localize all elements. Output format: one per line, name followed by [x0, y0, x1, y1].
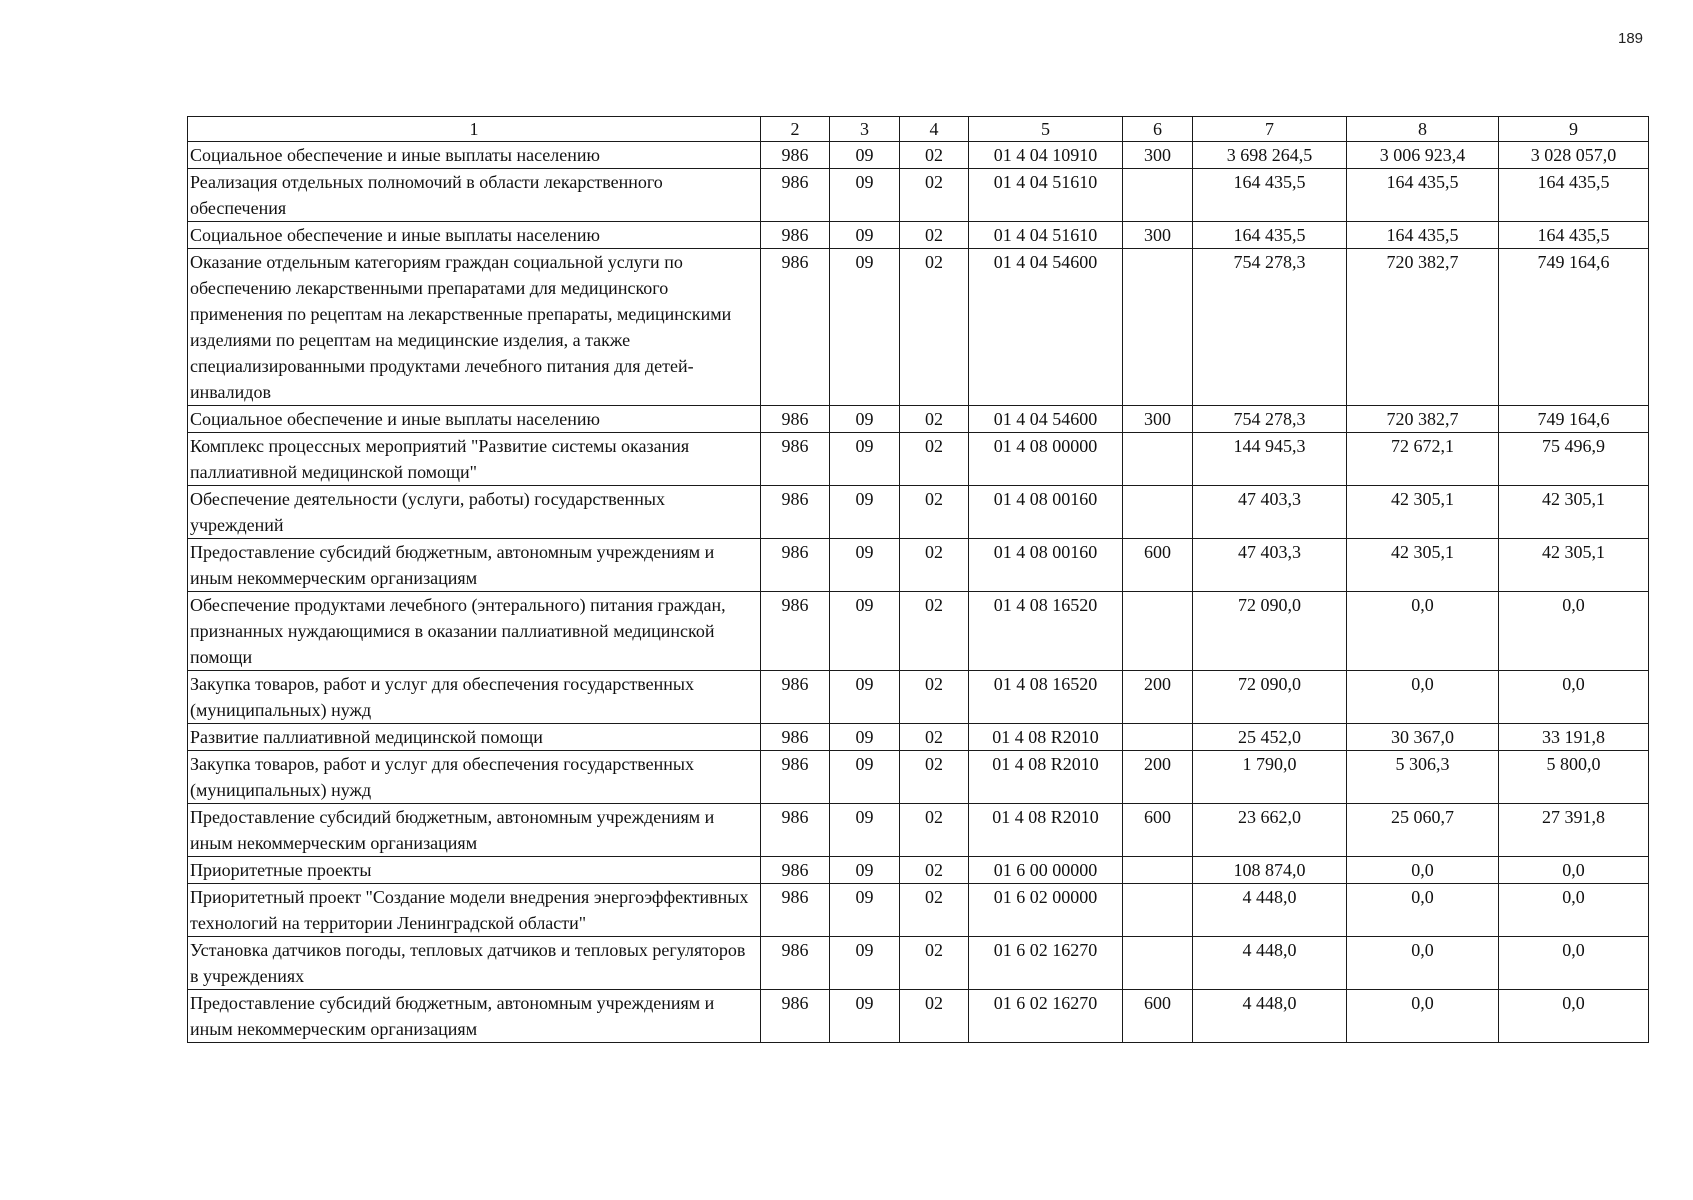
amount-year-3-cell: 749 164,6 — [1499, 406, 1649, 433]
amount-year-3-cell: 5 800,0 — [1499, 751, 1649, 804]
subsection-cell: 02 — [900, 539, 969, 592]
row-description-cell: Закупка товаров, работ и услуг для обеспечения государственных (муниципальных) нужд — [188, 751, 761, 804]
table-row — [188, 142, 1649, 169]
column-number-cell: 8 — [1347, 117, 1499, 142]
section-cell: 09 — [830, 804, 900, 857]
column-number-cell: 5 — [969, 117, 1123, 142]
target-article-cell: 01 4 08 R2010 — [969, 724, 1123, 751]
amount-year-2-cell: 25 060,7 — [1347, 804, 1499, 857]
column-number-cell: 3 — [830, 117, 900, 142]
admin-code-cell: 986 — [761, 142, 830, 169]
amount-year-2-cell: 42 305,1 — [1347, 486, 1499, 539]
target-article-cell: 01 6 00 00000 — [969, 857, 1123, 884]
subsection-cell: 02 — [900, 406, 969, 433]
amount-year-3-cell: 0,0 — [1499, 592, 1649, 671]
amount-year-2-cell: 0,0 — [1347, 671, 1499, 724]
section-cell: 09 — [830, 249, 900, 406]
amount-year-3-cell: 0,0 — [1499, 857, 1649, 884]
target-article-cell: 01 4 08 00160 — [969, 539, 1123, 592]
amount-year-2-cell: 720 382,7 — [1347, 249, 1499, 406]
amount-year-1-cell: 164 435,5 — [1193, 169, 1347, 222]
expense-type-cell — [1123, 433, 1193, 486]
amount-year-2-cell: 0,0 — [1347, 990, 1499, 1043]
amount-year-3-cell: 0,0 — [1499, 671, 1649, 724]
subsection-cell: 02 — [900, 249, 969, 406]
expense-type-cell: 600 — [1123, 804, 1193, 857]
table-row — [188, 804, 1649, 857]
amount-year-2-cell: 720 382,7 — [1347, 406, 1499, 433]
expense-type-cell — [1123, 592, 1193, 671]
section-cell: 09 — [830, 433, 900, 486]
row-description-cell: Оказание отдельным категориям граждан социальной услуги по обеспечению лекарственными препаратами для медицинского применения по рецептам на лекарственные препараты, медицинскими изделиями по рецептам на медицинские изделия, а также специализированными продуктами лечебного питания для детей-инвалидов — [188, 249, 761, 406]
admin-code-cell: 986 — [761, 406, 830, 433]
column-number-cell: 2 — [761, 117, 830, 142]
target-article-cell: 01 4 08 00000 — [969, 433, 1123, 486]
amount-year-2-cell: 3 006 923,4 — [1347, 142, 1499, 169]
section-cell: 09 — [830, 222, 900, 249]
target-article-cell: 01 4 04 54600 — [969, 406, 1123, 433]
table-row — [188, 990, 1649, 1043]
expense-type-cell — [1123, 857, 1193, 884]
amount-year-1-cell: 25 452,0 — [1193, 724, 1347, 751]
amount-year-2-cell: 0,0 — [1347, 884, 1499, 937]
subsection-cell: 02 — [900, 724, 969, 751]
row-description-cell: Закупка товаров, работ и услуг для обеспечения государственных (муниципальных) нужд — [188, 671, 761, 724]
amount-year-3-cell: 164 435,5 — [1499, 169, 1649, 222]
section-cell: 09 — [830, 592, 900, 671]
row-description-cell: Установка датчиков погоды, тепловых датчиков и тепловых регуляторов в учреждениях — [188, 937, 761, 990]
table-row — [188, 937, 1649, 990]
column-number-cell: 1 — [188, 117, 761, 142]
expense-type-cell — [1123, 486, 1193, 539]
amount-year-3-cell: 749 164,6 — [1499, 249, 1649, 406]
table-row — [188, 406, 1649, 433]
admin-code-cell: 986 — [761, 724, 830, 751]
expense-type-cell: 600 — [1123, 539, 1193, 592]
subsection-cell: 02 — [900, 804, 969, 857]
amount-year-2-cell: 42 305,1 — [1347, 539, 1499, 592]
amount-year-3-cell: 33 191,8 — [1499, 724, 1649, 751]
amount-year-1-cell: 47 403,3 — [1193, 486, 1347, 539]
table-row — [188, 751, 1649, 804]
table-row — [188, 169, 1649, 222]
amount-year-2-cell: 0,0 — [1347, 857, 1499, 884]
amount-year-1-cell: 47 403,3 — [1193, 539, 1347, 592]
admin-code-cell: 986 — [761, 751, 830, 804]
amount-year-1-cell: 23 662,0 — [1193, 804, 1347, 857]
amount-year-1-cell: 3 698 264,5 — [1193, 142, 1347, 169]
target-article-cell: 01 4 08 00160 — [969, 486, 1123, 539]
amount-year-1-cell: 4 448,0 — [1193, 884, 1347, 937]
subsection-cell: 02 — [900, 222, 969, 249]
subsection-cell: 02 — [900, 671, 969, 724]
admin-code-cell: 986 — [761, 857, 830, 884]
table-row — [188, 724, 1649, 751]
column-number-cell: 7 — [1193, 117, 1347, 142]
target-article-cell: 01 4 04 10910 — [969, 142, 1123, 169]
expense-type-cell — [1123, 249, 1193, 406]
table-row — [188, 884, 1649, 937]
subsection-cell: 02 — [900, 937, 969, 990]
target-article-cell: 01 4 04 51610 — [969, 169, 1123, 222]
target-article-cell: 01 4 04 54600 — [969, 249, 1123, 406]
row-description-cell: Предоставление субсидий бюджетным, автономным учреждениям и иным некоммерческим организациям — [188, 804, 761, 857]
amount-year-3-cell: 0,0 — [1499, 884, 1649, 937]
table-row — [188, 433, 1649, 486]
section-cell: 09 — [830, 751, 900, 804]
section-cell: 09 — [830, 884, 900, 937]
admin-code-cell: 986 — [761, 486, 830, 539]
amount-year-1-cell: 72 090,0 — [1193, 671, 1347, 724]
section-cell: 09 — [830, 169, 900, 222]
row-description-cell: Предоставление субсидий бюджетным, автономным учреждениям и иным некоммерческим организациям — [188, 539, 761, 592]
section-cell: 09 — [830, 671, 900, 724]
admin-code-cell: 986 — [761, 671, 830, 724]
column-number-cell: 6 — [1123, 117, 1193, 142]
admin-code-cell: 986 — [761, 592, 830, 671]
amount-year-1-cell: 164 435,5 — [1193, 222, 1347, 249]
table-row — [188, 486, 1649, 539]
amount-year-2-cell: 72 672,1 — [1347, 433, 1499, 486]
row-description-cell: Предоставление субсидий бюджетным, автономным учреждениям и иным некоммерческим организациям — [188, 990, 761, 1043]
table-row — [188, 671, 1649, 724]
amount-year-1-cell: 144 945,3 — [1193, 433, 1347, 486]
amount-year-1-cell: 4 448,0 — [1193, 937, 1347, 990]
amount-year-1-cell: 72 090,0 — [1193, 592, 1347, 671]
section-cell: 09 — [830, 142, 900, 169]
row-description-cell: Обеспечение деятельности (услуги, работы) государственных учреждений — [188, 486, 761, 539]
amount-year-3-cell: 0,0 — [1499, 990, 1649, 1043]
admin-code-cell: 986 — [761, 433, 830, 486]
amount-year-3-cell: 42 305,1 — [1499, 486, 1649, 539]
row-description-cell: Приоритетный проект "Создание модели внедрения энергоэффективных технологий на территории Ленинградской области" — [188, 884, 761, 937]
amount-year-1-cell: 754 278,3 — [1193, 249, 1347, 406]
column-number-cell: 4 — [900, 117, 969, 142]
target-article-cell: 01 6 02 16270 — [969, 937, 1123, 990]
expense-type-cell: 300 — [1123, 222, 1193, 249]
row-description-cell: Развитие паллиативной медицинской помощи — [188, 724, 761, 751]
target-article-cell: 01 4 08 16520 — [969, 671, 1123, 724]
admin-code-cell: 986 — [761, 249, 830, 406]
row-description-cell: Реализация отдельных полномочий в области лекарственного обеспечения — [188, 169, 761, 222]
table-row — [188, 592, 1649, 671]
table-row — [188, 857, 1649, 884]
admin-code-cell: 986 — [761, 169, 830, 222]
admin-code-cell: 986 — [761, 937, 830, 990]
budget-table — [187, 116, 1649, 1043]
expense-type-cell: 300 — [1123, 406, 1193, 433]
target-article-cell: 01 4 08 R2010 — [969, 804, 1123, 857]
amount-year-2-cell: 164 435,5 — [1347, 169, 1499, 222]
expense-type-cell: 200 — [1123, 751, 1193, 804]
section-cell: 09 — [830, 486, 900, 539]
subsection-cell: 02 — [900, 592, 969, 671]
admin-code-cell: 986 — [761, 222, 830, 249]
row-description-cell: Социальное обеспечение и иные выплаты населению — [188, 406, 761, 433]
amount-year-2-cell: 0,0 — [1347, 937, 1499, 990]
subsection-cell: 02 — [900, 751, 969, 804]
target-article-cell: 01 6 02 00000 — [969, 884, 1123, 937]
target-article-cell: 01 4 04 51610 — [969, 222, 1123, 249]
row-description-cell: Обеспечение продуктами лечебного (энтерального) питания граждан, признанных нуждающимися в оказании паллиативной медицинской помощи — [188, 592, 761, 671]
section-cell: 09 — [830, 990, 900, 1043]
expense-type-cell: 300 — [1123, 142, 1193, 169]
amount-year-2-cell: 164 435,5 — [1347, 222, 1499, 249]
section-cell: 09 — [830, 857, 900, 884]
admin-code-cell: 986 — [761, 539, 830, 592]
amount-year-3-cell: 3 028 057,0 — [1499, 142, 1649, 169]
subsection-cell: 02 — [900, 169, 969, 222]
expense-type-cell: 200 — [1123, 671, 1193, 724]
amount-year-1-cell: 1 790,0 — [1193, 751, 1347, 804]
subsection-cell: 02 — [900, 486, 969, 539]
amount-year-3-cell: 164 435,5 — [1499, 222, 1649, 249]
amount-year-3-cell: 75 496,9 — [1499, 433, 1649, 486]
subsection-cell: 02 — [900, 857, 969, 884]
subsection-cell: 02 — [900, 884, 969, 937]
section-cell: 09 — [830, 539, 900, 592]
row-description-cell: Социальное обеспечение и иные выплаты населению — [188, 222, 761, 249]
amount-year-2-cell: 30 367,0 — [1347, 724, 1499, 751]
subsection-cell: 02 — [900, 990, 969, 1043]
target-article-cell: 01 6 02 16270 — [969, 990, 1123, 1043]
column-number-cell: 9 — [1499, 117, 1649, 142]
amount-year-1-cell: 754 278,3 — [1193, 406, 1347, 433]
section-cell: 09 — [830, 937, 900, 990]
amount-year-3-cell: 27 391,8 — [1499, 804, 1649, 857]
section-cell: 09 — [830, 406, 900, 433]
table-row — [188, 249, 1649, 406]
table-header-row — [188, 117, 1649, 142]
admin-code-cell: 986 — [761, 884, 830, 937]
admin-code-cell: 986 — [761, 990, 830, 1043]
amount-year-3-cell: 0,0 — [1499, 937, 1649, 990]
section-cell: 09 — [830, 724, 900, 751]
table-row — [188, 539, 1649, 592]
target-article-cell: 01 4 08 16520 — [969, 592, 1123, 671]
expense-type-cell — [1123, 884, 1193, 937]
amount-year-3-cell: 42 305,1 — [1499, 539, 1649, 592]
subsection-cell: 02 — [900, 142, 969, 169]
row-description-cell: Приоритетные проекты — [188, 857, 761, 884]
amount-year-1-cell: 108 874,0 — [1193, 857, 1347, 884]
target-article-cell: 01 4 08 R2010 — [969, 751, 1123, 804]
row-description-cell: Социальное обеспечение и иные выплаты населению — [188, 142, 761, 169]
expense-type-cell — [1123, 724, 1193, 751]
admin-code-cell: 986 — [761, 804, 830, 857]
amount-year-2-cell: 0,0 — [1347, 592, 1499, 671]
amount-year-2-cell: 5 306,3 — [1347, 751, 1499, 804]
table-row — [188, 222, 1649, 249]
expense-type-cell — [1123, 937, 1193, 990]
row-description-cell: Комплекс процессных мероприятий "Развитие системы оказания паллиативной медицинской помощи" — [188, 433, 761, 486]
page-number: 189 — [1618, 30, 1644, 47]
expense-type-cell — [1123, 169, 1193, 222]
amount-year-1-cell: 4 448,0 — [1193, 990, 1347, 1043]
expense-type-cell: 600 — [1123, 990, 1193, 1043]
subsection-cell: 02 — [900, 433, 969, 486]
